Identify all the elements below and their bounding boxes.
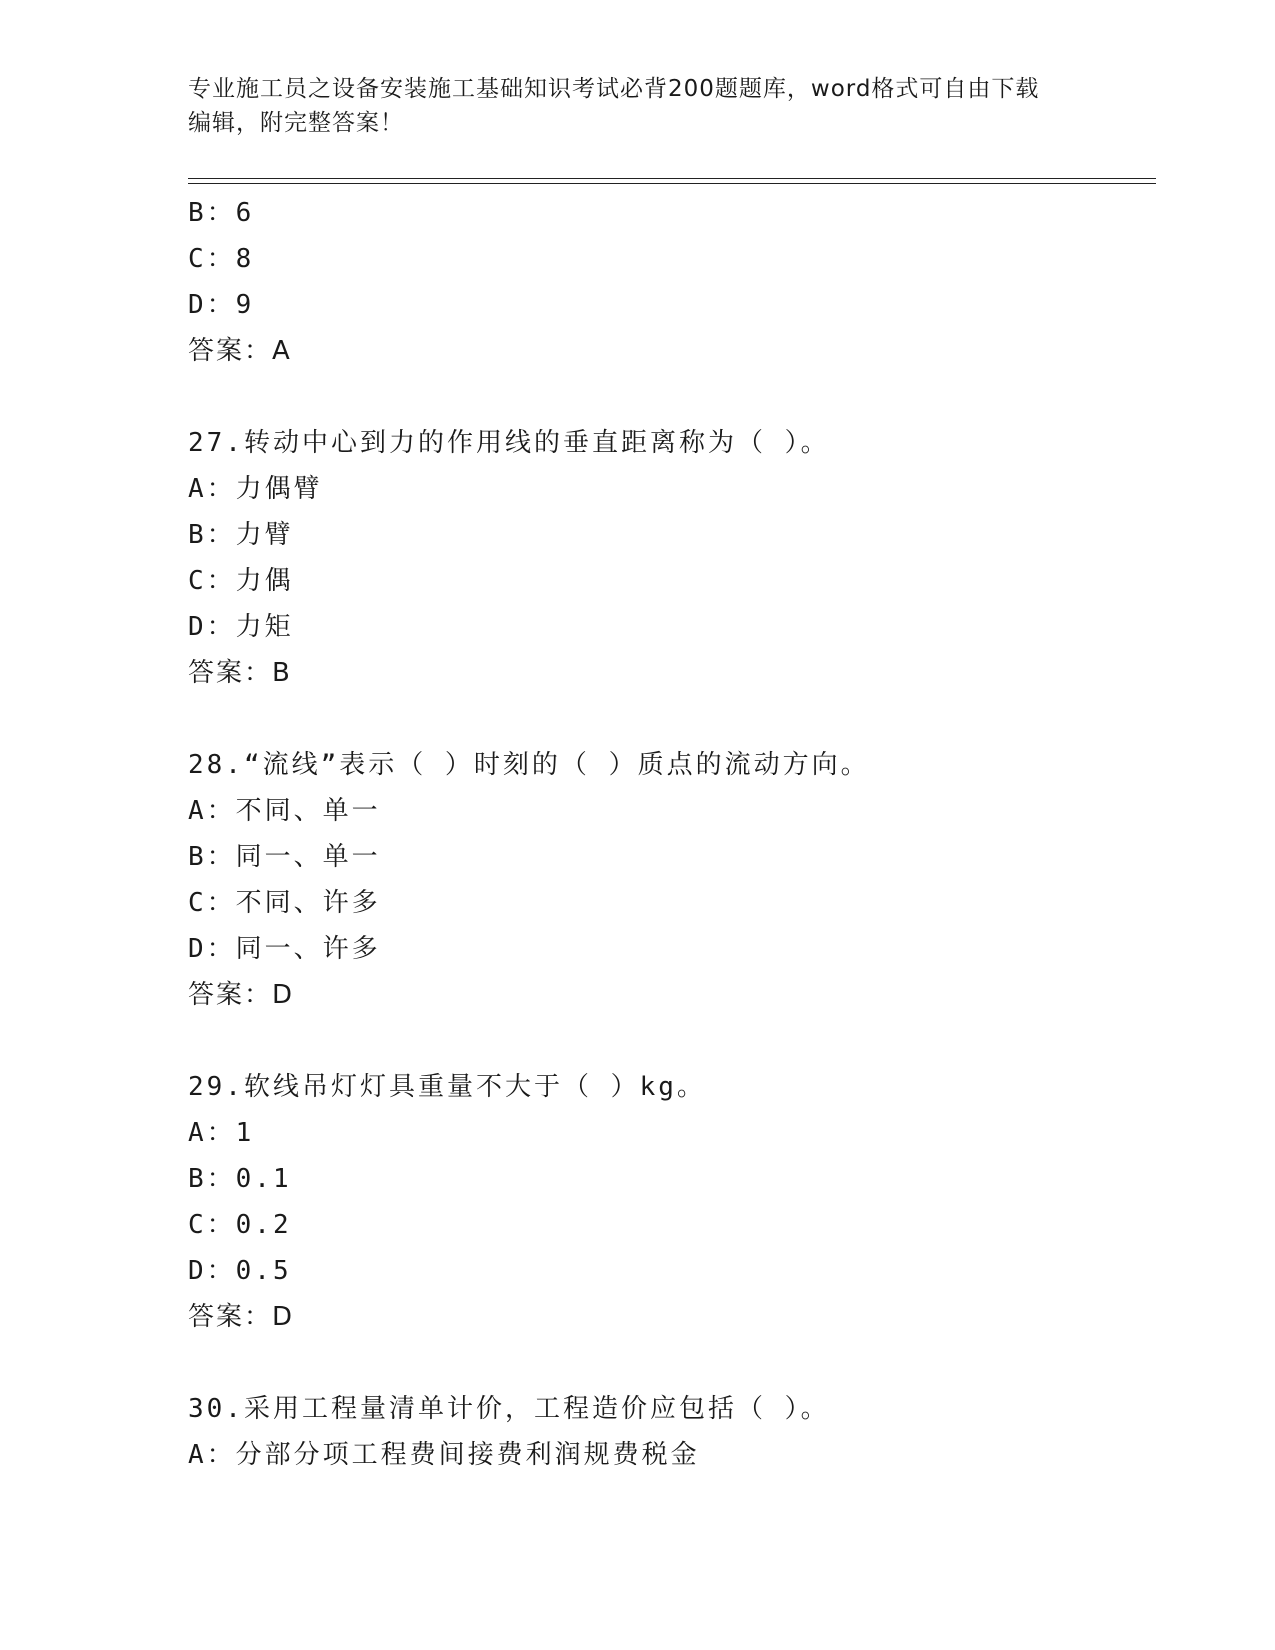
question-block-28 [188, 742, 1156, 1018]
header-title-line2: 编辑，附完整答案！ [188, 110, 404, 136]
option-c: C：0.2 [188, 1210, 292, 1240]
option-b: B：0.1 [188, 1164, 292, 1194]
option-d: D：9 [188, 290, 255, 320]
question-text: 28.“流线”表示（ ）时刻的（ ）质点的流动方向。 [188, 750, 870, 780]
question-list [188, 190, 1156, 1478]
answer-text: 答案：A [188, 336, 292, 366]
answer-text: 答案：D [188, 980, 295, 1010]
spacer [188, 374, 1156, 420]
option-c: C：8 [188, 244, 255, 274]
option-c: C：不同、许多 [188, 888, 381, 918]
spacer [188, 696, 1156, 742]
option-a: A：1 [188, 1118, 255, 1148]
option-b: B：力臂 [188, 520, 294, 550]
answer-text: 答案：D [188, 1302, 295, 1332]
option-c: C：力偶 [188, 566, 294, 596]
answer-text: 答案：B [188, 658, 292, 688]
question-block-30 [188, 1386, 1156, 1478]
option-d: D：力矩 [188, 612, 294, 642]
option-a: A：分部分项工程费间接费利润规费税金 [188, 1440, 700, 1470]
question-text: 29.软线吊灯灯具重量不大于（ ）kg。 [188, 1072, 706, 1102]
spacer [188, 1018, 1156, 1064]
document-header [188, 72, 1088, 140]
option-b: B：同一、单一 [188, 842, 381, 872]
option-b: B：6 [188, 198, 255, 228]
spacer [188, 1340, 1156, 1386]
question-text: 30.采用工程量清单计价，工程造价应包括（ ）。 [188, 1394, 830, 1424]
header-divider-top [188, 178, 1156, 179]
option-a: A：不同、单一 [188, 796, 381, 826]
option-a: A：力偶臂 [188, 474, 323, 504]
option-d: D：0.5 [188, 1256, 292, 1286]
question-text: 27.转动中心到力的作用线的垂直距离称为（ ）。 [188, 428, 830, 458]
header-divider-bottom [188, 183, 1156, 184]
option-d: D：同一、许多 [188, 934, 381, 964]
question-block-29 [188, 1064, 1156, 1340]
question-block-27 [188, 420, 1156, 696]
question-block-26 [188, 190, 1156, 374]
header-title-line1: 专业施工员之设备安装施工基础知识考试必背200题题库，word格式可自由下载 [188, 76, 1040, 102]
